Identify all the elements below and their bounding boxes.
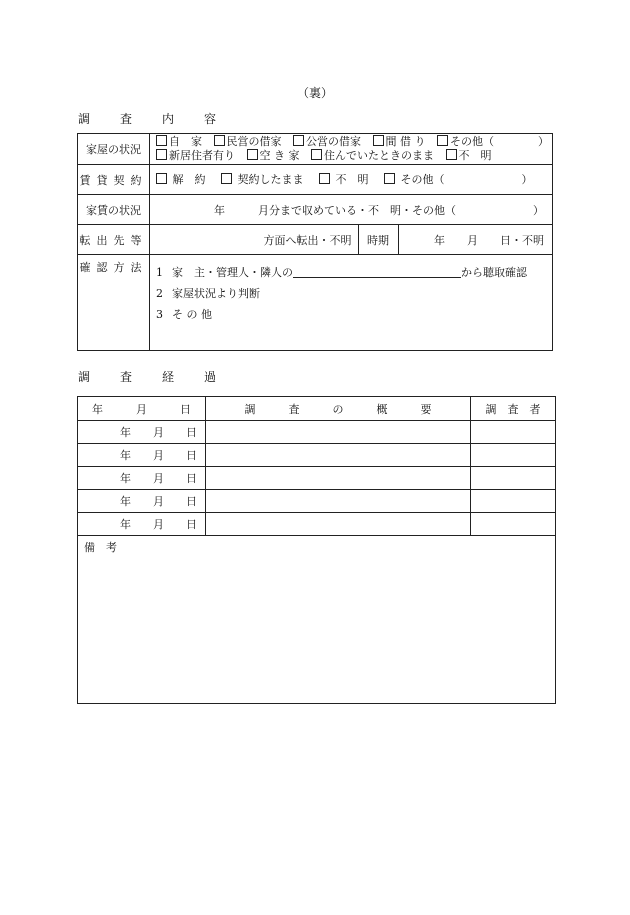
option-other[interactable]: その他（ ） (437, 135, 549, 149)
remarks-label: 備 考 (84, 541, 117, 554)
move-time-label: 時期 (358, 225, 398, 254)
progress-row (78, 467, 556, 490)
progress-row (78, 444, 556, 467)
method-row (78, 255, 553, 351)
option-new-resident[interactable]: 新居住者有り (156, 149, 235, 163)
house-status-label: 家屋の状況 (78, 134, 150, 165)
move-destination-field[interactable]: 方面へ転出・不明 (150, 225, 358, 254)
option-private-rental[interactable]: 民営の借家 (214, 135, 282, 149)
checkbox-icon[interactable] (293, 135, 304, 146)
progress-row (78, 513, 556, 536)
rent-label: 家賃の状況 (78, 195, 150, 225)
method-item-1[interactable]: 1 家 主・管理人・隣人の から聴取確認 (156, 266, 527, 279)
lease-label: 賃貸契約 (78, 165, 150, 195)
lease-row (78, 165, 553, 195)
checkbox-icon[interactable] (221, 173, 232, 184)
option-cancelled[interactable]: 解 約 (156, 173, 206, 187)
row-date[interactable]: 年 月 日 (78, 421, 206, 444)
rent-row (78, 195, 553, 225)
option-lease-unknown[interactable]: 不 明 (319, 173, 369, 187)
option-own-house[interactable]: 自 家 (156, 135, 202, 149)
checkbox-icon[interactable] (214, 135, 225, 146)
lease-options (150, 165, 553, 195)
house-status-row (78, 134, 553, 165)
checkbox-icon[interactable] (446, 149, 457, 160)
row-investigator[interactable] (471, 513, 556, 536)
row-summary[interactable] (206, 467, 471, 490)
row-summary[interactable] (206, 444, 471, 467)
header-date: 年 月 日 (78, 397, 206, 421)
move-label: 転出先等 (78, 225, 150, 255)
row-investigator[interactable] (471, 467, 556, 490)
row-investigator[interactable] (471, 490, 556, 513)
survey-table (77, 133, 553, 351)
method-options (150, 255, 553, 351)
remarks-field[interactable] (78, 536, 556, 704)
header-investigator: 調 査 者 (471, 397, 556, 421)
checkbox-icon[interactable] (156, 135, 167, 146)
checkbox-icon[interactable] (247, 149, 258, 160)
option-public-rental[interactable]: 公営の借家 (293, 135, 361, 149)
option-vacant[interactable]: 空 き 家 (247, 149, 300, 163)
header-summary: 調 査 の 概 要 (206, 397, 471, 421)
method-item-2[interactable]: 2 家屋状況より判断 (156, 287, 260, 300)
house-status-line2 (156, 149, 552, 163)
row-investigator[interactable] (471, 444, 556, 467)
progress-row (78, 421, 556, 444)
method-label: 確認方法 (78, 255, 150, 351)
name-blank-line[interactable] (293, 265, 461, 278)
option-as-lived[interactable]: 住んでいたときのまま (311, 149, 434, 163)
rent-status-field[interactable]: 年 月分まで収めている・不 明・その他（ ） (150, 195, 553, 225)
progress-row (78, 490, 556, 513)
row-date[interactable]: 年 月 日 (78, 513, 206, 536)
house-status-options (150, 134, 553, 165)
row-date[interactable]: 年 月 日 (78, 444, 206, 467)
checkbox-icon[interactable] (319, 173, 330, 184)
row-date[interactable]: 年 月 日 (78, 490, 206, 513)
option-lease-other[interactable]: その他（ ） (384, 173, 533, 187)
row-summary[interactable] (206, 513, 471, 536)
survey-heading: 調 査 内 容 (78, 112, 226, 126)
remarks-row (78, 536, 556, 704)
checkbox-icon[interactable] (384, 173, 395, 184)
page-title: （裏） (296, 86, 333, 100)
checkbox-icon[interactable] (437, 135, 448, 146)
row-investigator[interactable] (471, 421, 556, 444)
option-still-contracted[interactable]: 契約したまま (221, 173, 304, 187)
move-date-field[interactable]: 年 月 日・不明 (434, 233, 544, 247)
move-subtable (150, 225, 552, 254)
checkbox-icon[interactable] (311, 149, 322, 160)
move-row (78, 225, 553, 255)
progress-header-row (78, 397, 556, 421)
row-summary[interactable] (206, 490, 471, 513)
checkbox-icon[interactable] (373, 135, 384, 146)
row-summary[interactable] (206, 421, 471, 444)
checkbox-icon[interactable] (156, 173, 167, 184)
progress-table (77, 396, 556, 704)
checkbox-icon[interactable] (156, 149, 167, 160)
method-item-3[interactable]: 3 そ の 他 (156, 308, 212, 321)
house-status-line1 (156, 135, 552, 149)
option-room-rental[interactable]: 間 借 り (373, 135, 426, 149)
row-date[interactable]: 年 月 日 (78, 467, 206, 490)
progress-heading: 調 査 経 過 (78, 370, 226, 384)
option-unknown[interactable]: 不 明 (446, 149, 492, 163)
